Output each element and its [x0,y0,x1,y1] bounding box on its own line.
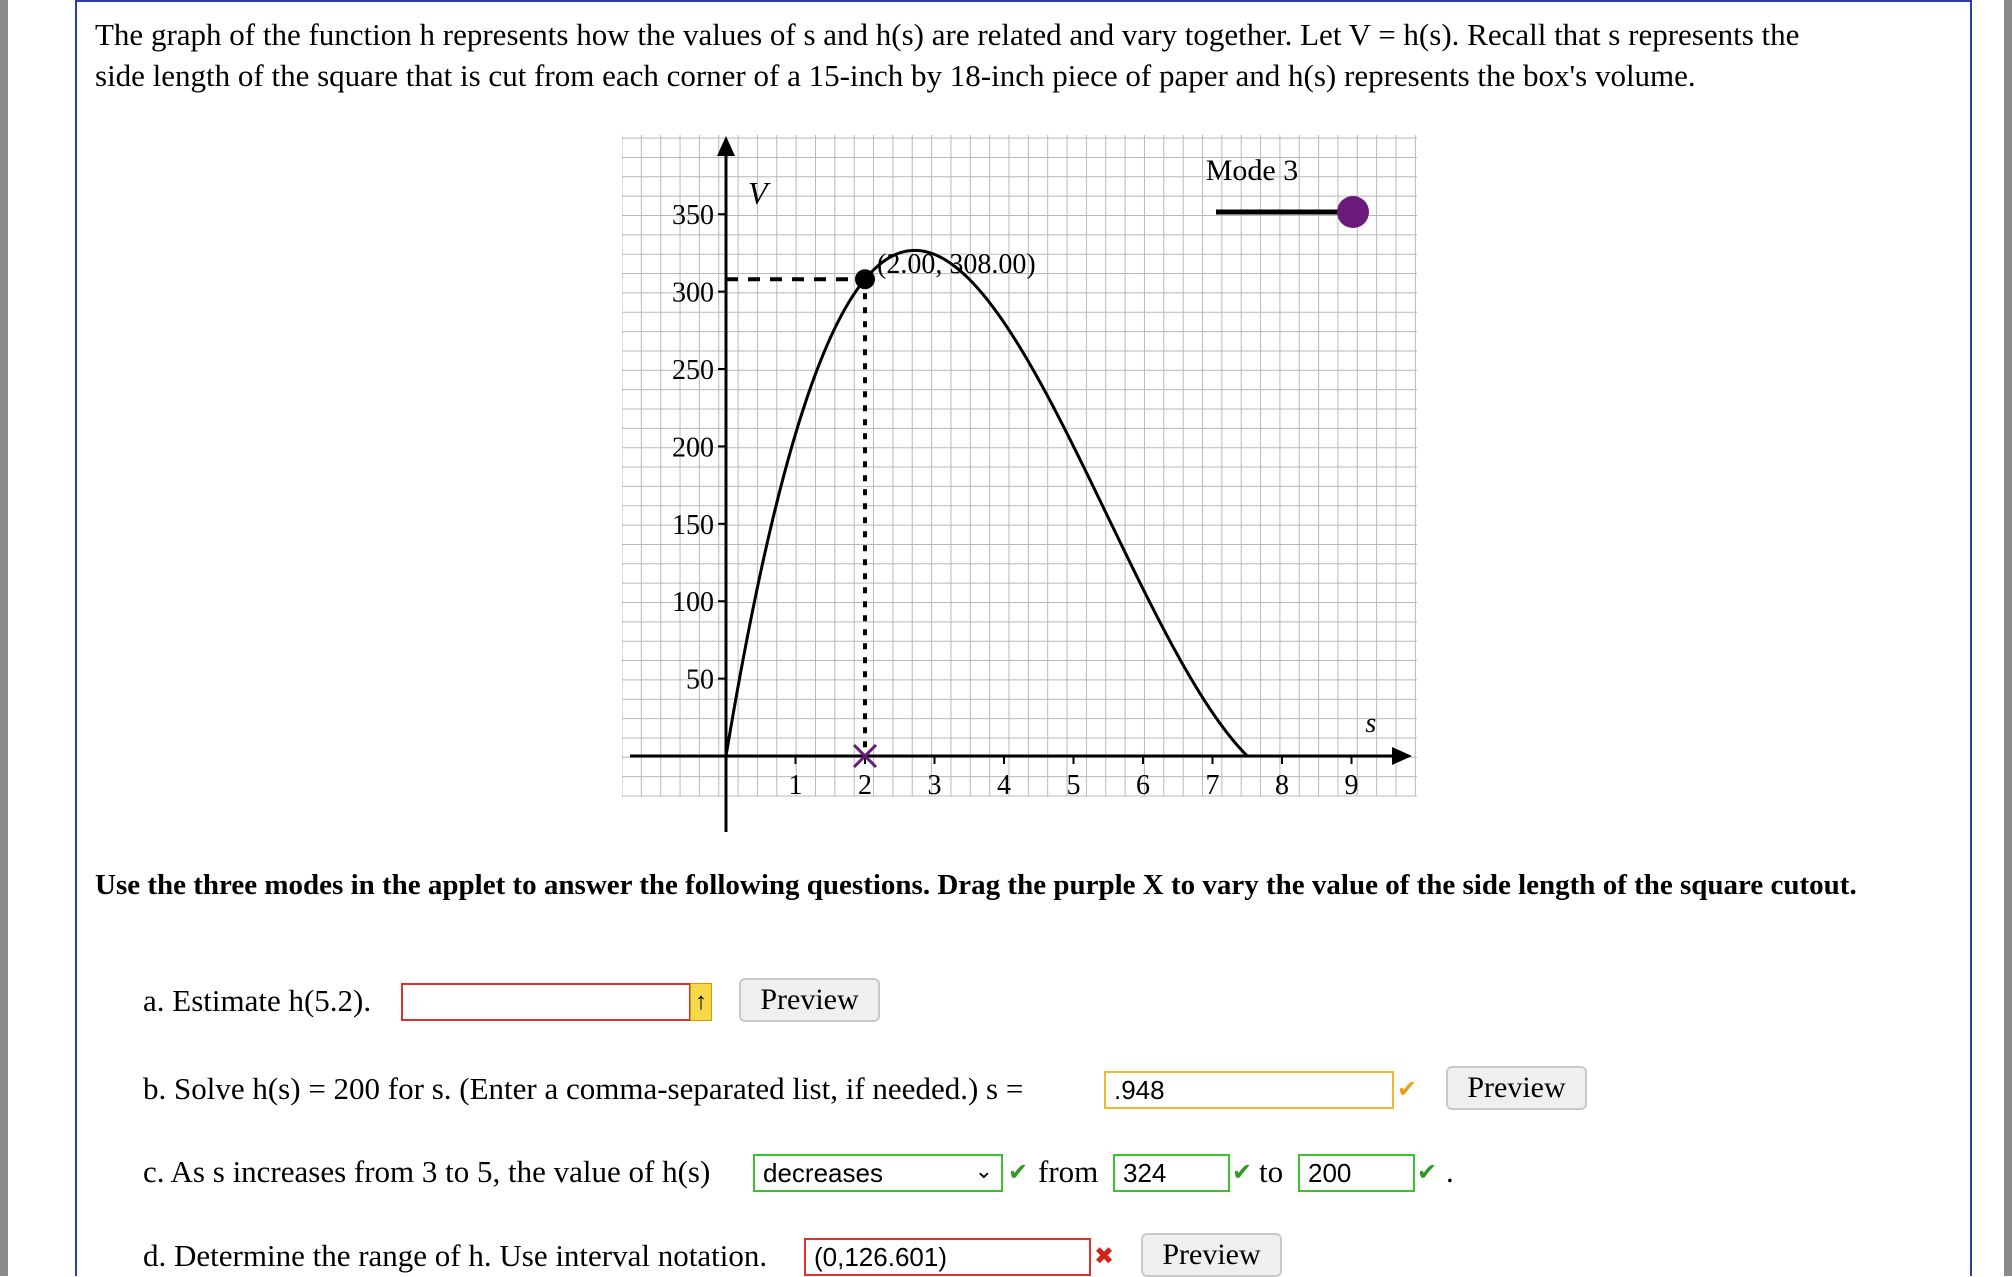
question-b-label: b. Solve h(s) = 200 for s. (Enter a comma-separated list, if needed.) s = [143,1071,1024,1106]
point-label: (2.00, 308.00) [877,249,1036,281]
incorrect-x-icon: ✖ [1094,1242,1115,1270]
warning-arrow-icon: ↑ [690,983,712,1021]
y-tick-label: 100 [672,587,714,619]
x-tick-label: 6 [1136,770,1150,801]
answer-a-input[interactable] [401,983,691,1021]
question-c-label: c. As s increases from 3 to 5, the value of h(s) [143,1154,711,1189]
y-tick-label: 350 [672,200,714,232]
y-tick-label: 150 [672,509,714,541]
graph-applet[interactable] [622,132,1442,849]
from-label: from [1038,1154,1099,1189]
y-axis-arrow-icon [717,136,735,156]
mode-label: Mode 3 [1205,154,1299,187]
mode-slider-handle[interactable] [1337,196,1369,228]
to-label: to [1259,1154,1284,1189]
x-axis-arrow-icon [1392,747,1412,765]
x-tick-label: 9 [1344,770,1359,801]
x-tick-label: 8 [1275,770,1289,801]
x-tick-label: 3 [927,770,942,801]
x-tick-label: 1 [788,770,803,801]
partial-check-icon: ✔ [1397,1075,1418,1103]
x-tick-label: 5 [1066,770,1081,801]
y-axis-label: V [748,175,768,211]
select-value: decreases [763,1158,883,1188]
correct-check-icon: ✔ [1232,1158,1253,1186]
preview-button-d[interactable]: Preview [1141,1233,1282,1277]
selected-point [855,269,875,289]
intro-line-1: The graph of the function h represents how the values of s and h(s) are related and vary together. Let V = h(s). Recall that s represents the [95,17,1800,52]
y-tick-label: 200 [672,432,714,464]
intro-line-2: side length of the square that is cut from each corner of a 15-inch by 18-inch piece of paper and h(s) represents the box's volume. [95,58,1696,93]
problem-intro [95,14,1955,96]
window-edge-right [2004,0,2012,1276]
applet-instructions: Use the three modes in the applet to answer the following questions. Drag the purple X to vary the value of the side length of the square cutout. [95,869,1857,901]
answer-d-input[interactable]: (0,126.601) [804,1238,1091,1276]
preview-button-b[interactable]: Preview [1446,1066,1587,1110]
sentence-end: . [1446,1154,1454,1189]
graph-svg[interactable] [622,132,1442,844]
answer-b-input[interactable]: .948 [1104,1071,1394,1109]
y-tick-label: 250 [672,355,714,386]
x-tick-label: 2 [858,770,872,801]
y-tick-label: 50 [686,664,714,696]
y-tick-label: 300 [672,277,714,309]
correct-check-icon: ✔ [1008,1158,1029,1186]
answer-c-select[interactable] [753,1154,1003,1192]
question-d-label: d. Determine the range of h. Use interval notation. [143,1238,768,1273]
x-tick-label: 4 [997,770,1011,801]
preview-button-a[interactable]: Preview [739,978,880,1022]
question-a-label: a. Estimate h(5.2). [143,983,372,1018]
correct-check-icon: ✔ [1417,1158,1438,1186]
answer-c-to-input[interactable]: 200 [1298,1154,1415,1192]
x-tick-label: 7 [1205,770,1220,801]
window-edge-left [0,0,8,1276]
chevron-down-icon: ⌄ [974,1159,993,1184]
answer-c-from-input[interactable]: 324 [1113,1154,1230,1192]
x-axis-label: s [1365,708,1377,739]
